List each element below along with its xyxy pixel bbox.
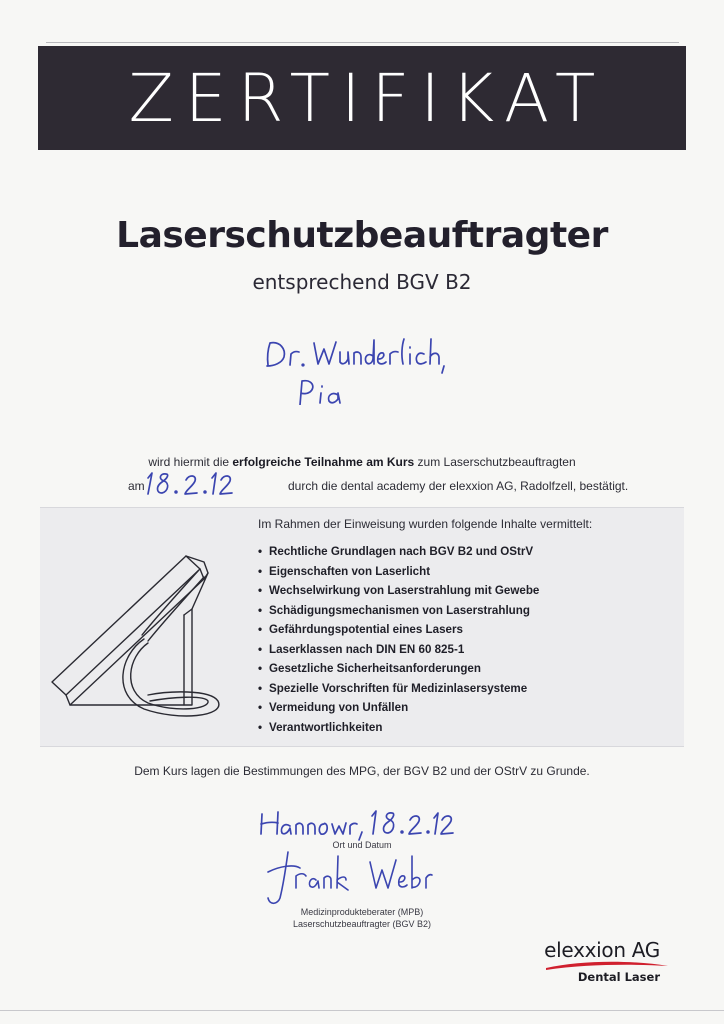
bullet: • [258,623,263,636]
topic-text: Eigenschaften von Laserlicht [269,564,431,578]
list-item [258,562,539,582]
top-rule [46,42,679,43]
list-item [258,659,539,679]
logo-name: elexxion AG [544,938,660,962]
list-item [258,640,539,660]
date-suffix: durch die dental academy der elexxion AG, Radolfzell, bestätigt. [288,479,629,493]
signer-role-line1: Medizinprodukteberater (MPB) [300,907,424,917]
list-item [258,542,539,562]
topic-text: Rechtliche Grundlagen nach BGV B2 und OStrV [269,545,534,558]
participant-handwriting [262,335,472,405]
statement-suffix: zum Laserschutzbeauftragten [414,455,576,469]
laser-device-illustration [48,545,223,720]
title-banner [38,46,686,150]
topic-text: Verantwortlichkeiten [269,720,383,734]
list-item [258,718,539,738]
list-item [258,601,539,621]
certificate-headline: Laserschutzbeauftragter [116,215,608,256]
bullet: • [258,662,263,675]
statement-bold: erfolgreiche Teilnahme am Kurs [232,455,415,469]
completion-statement [0,455,724,469]
legal-basis-note: Dem Kurs lagen die Bestimmungen des MPG, der BGV B2 und der OStrV zu Grunde. [134,764,590,778]
list-item [258,581,539,601]
list-item [258,698,539,718]
place-date-handwriting [258,806,458,842]
bullet: • [258,603,263,617]
topic-text: Gefährdungspotential eines Lasers [269,623,463,636]
bullet: • [258,681,263,695]
topic-text: Spezielle Vorschriften für Medizinlasersysteme [269,681,528,695]
topic-text: Vermeidung von Unfällen [269,701,409,714]
bullet: • [258,564,263,578]
topic-text: Gesetzliche Sicherheitsanforderungen [269,662,481,675]
date-handwriting [142,468,242,498]
signer-role-line2: Laserschutzbeauftragter (BGV B2) [292,919,432,929]
bottom-rule [0,1010,724,1011]
date-line [128,474,648,498]
topic-text: Laserklassen nach DIN EN 60 825-1 [269,642,465,656]
topic-list [258,542,539,737]
signature-handwriting [258,848,438,908]
logo-tagline: Dental Laser [577,970,660,984]
place-date-caption: Ort und Datum [332,840,392,850]
banner-title: ZERTIFIKAT [128,59,607,137]
date-prefix: am [128,479,145,493]
bullet: • [258,720,263,734]
signer-role [0,906,724,930]
list-item [258,679,539,699]
topic-text: Schädigungsmechanismen von Laserstrahlung [269,603,530,617]
bullet: • [258,545,263,558]
bullet: • [258,642,263,656]
bullet: • [258,701,263,714]
certificate-subheadline: entsprechend BGV B2 [252,270,472,294]
content-intro: Im Rahmen der Einweisung wurden folgende Inhalte vermittelt: [258,517,593,531]
topic-text: Wechselwirkung von Laserstrahlung mit Gewebe [269,584,540,597]
elexxion-logo [542,938,692,990]
list-item [258,620,539,640]
statement-prefix: wird hiermit die [148,455,233,469]
bullet: • [258,584,263,597]
